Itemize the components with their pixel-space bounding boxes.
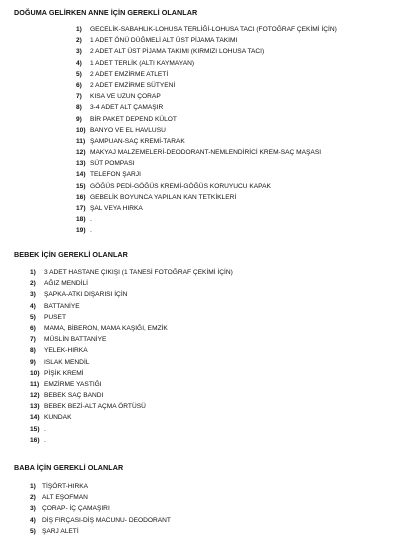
item-text: MÜSLİN BATTANİYE <box>44 336 107 344</box>
item-number: 16) <box>76 193 86 201</box>
item-text: ÇORAP- İÇ ÇAMAŞIRI <box>42 505 110 513</box>
item-number: 2) <box>76 37 82 45</box>
item-number: 12) <box>30 392 40 400</box>
item-text: ŞAPKA-ATKI DIŞARISI İÇİN <box>44 291 128 299</box>
item-number: 14) <box>30 414 40 422</box>
item-text: YELEK-HIRKA <box>44 347 88 355</box>
item-text: TELEFON ŞARJI <box>90 171 141 179</box>
item-number: 8) <box>30 347 36 355</box>
item-number: 3) <box>30 505 36 513</box>
item-text: 3-4 ADET ALT ÇAMAŞIR <box>90 104 164 112</box>
item-text: 3 ADET HASTANE ÇIKIŞI (1 TANESİ FOTOĞRAF ÇEKİMİ İÇİN) <box>44 269 233 276</box>
item-number: 2) <box>30 494 36 502</box>
item-text: ALT EŞOFMAN <box>42 494 88 502</box>
item-text: BİR PAKET DEPEND KÜLOT <box>90 115 177 123</box>
item-text: MAKYAJ MALZEMELERİ-DEODORANT-NEMLENDİRİCİ KREM-SAÇ MAŞASI <box>90 149 322 157</box>
item-number: 9) <box>76 115 82 123</box>
item-number: 3) <box>76 48 82 56</box>
section-title-father: BABA İÇİN GEREKLİ OLANLAR <box>14 463 124 472</box>
item-text: 1 ADET ÖNÜ DÜĞMELİ ALT ÜST PİJAMA TAKIMI <box>90 37 238 45</box>
item-number: 11) <box>76 137 86 145</box>
item-text: BEBEK SAÇ BANDI <box>44 392 104 400</box>
item-number: 4) <box>30 516 36 524</box>
item-number: 16) <box>30 436 40 444</box>
item-number: 5) <box>76 70 82 78</box>
item-text: MAMA, BİBERON, MAMA KAŞIĞI, EMZİK <box>44 324 168 332</box>
item-text: . <box>44 425 46 433</box>
item-number: 1) <box>30 269 36 276</box>
item-number: 6) <box>30 324 36 332</box>
item-text: 2 ADET EMZİRME ATLETİ <box>90 70 169 78</box>
item-number: 4) <box>30 302 36 310</box>
item-number: 13) <box>76 160 86 168</box>
item-number: 3) <box>30 291 36 299</box>
item-number: 15) <box>30 425 40 433</box>
item-number: 5) <box>30 527 36 535</box>
item-text: . <box>90 216 92 224</box>
item-number: 13) <box>30 403 40 411</box>
section-title-mother: DOĞUMA GELİRKEN ANNE İÇİN GEREKLİ OLANLAR <box>14 8 198 17</box>
item-number: 17) <box>76 205 86 212</box>
item-text: GÖĞÜS PEDİ-GÖĞÜS KREMİ-GÖĞÜS KORUYUCU KAPAK <box>90 182 271 190</box>
item-text: 2 ADET ALT ÜST PİJAMA TAKIMI (KIRMIZI LOHUSA TACI) <box>90 48 265 56</box>
item-number: 19) <box>76 227 86 235</box>
item-text: KISA VE UZUN ÇORAP <box>90 93 161 101</box>
item-text: TİŞÖRT-HIRKA <box>42 483 89 490</box>
item-number: 14) <box>76 171 86 179</box>
item-text: PİŞİK KREMİ <box>44 369 84 377</box>
item-number: 7) <box>76 93 82 101</box>
item-text: ŞARJ ALETİ <box>42 527 79 535</box>
item-number: 2) <box>30 280 36 288</box>
item-number: 1) <box>76 26 82 33</box>
item-number: 6) <box>76 81 82 89</box>
item-number: 10) <box>76 126 86 134</box>
item-text: 2 ADET EMZİRME SÜTYENİ <box>90 81 176 89</box>
item-text: ŞAMPUAN-SAÇ KREMİ-TARAK <box>90 137 185 145</box>
item-text: BATTANİYE <box>44 302 80 310</box>
item-number: 10) <box>30 369 40 377</box>
item-number: 11) <box>30 380 40 388</box>
item-text: 1 ADET TERLİK (ALTI KAYMAYAN) <box>90 59 195 67</box>
item-text: . <box>44 436 46 444</box>
item-text: KUNDAK <box>44 414 72 422</box>
item-text: ŞAL VEYA HIRKA <box>90 205 143 212</box>
item-text: GEBELİK BOYUNCA YAPILAN KAN TETKİKLERİ <box>90 193 237 201</box>
item-text: BANYO VE EL HAVLUSU <box>90 126 166 134</box>
item-text: AĞIZ MENDİLİ <box>44 280 88 288</box>
item-text: SÜT POMPASI <box>90 160 135 168</box>
item-text: GECELİK-SABAHLIK-LOHUSA TERLİĞİ-LOHUSA TACI (FOTOĞRAF ÇEKİMİ İÇİN) <box>90 26 337 33</box>
item-number: 5) <box>30 313 36 321</box>
item-number: 15) <box>76 182 86 190</box>
item-text: . <box>90 227 92 235</box>
item-number: 7) <box>30 336 36 344</box>
item-number: 4) <box>76 59 82 67</box>
item-text: PUSET <box>44 313 66 321</box>
item-text: EMZİRME YASTIĞI <box>44 380 102 388</box>
item-number: 12) <box>76 149 86 157</box>
item-number: 1) <box>30 483 36 490</box>
item-number: 8) <box>76 104 82 112</box>
item-text: DİŞ FIRÇASI-DİŞ MACUNU- DEODORANT <box>42 516 171 524</box>
section-title-baby: BEBEK İÇİN GEREKLİ OLANLAR <box>14 250 128 259</box>
item-text: ISLAK MENDİL <box>44 358 90 366</box>
item-number: 18) <box>76 216 86 224</box>
item-number: 9) <box>30 358 36 366</box>
item-text: BEBEK BEZİ-ALT AÇMA ÖRTÜSÜ <box>44 403 146 411</box>
